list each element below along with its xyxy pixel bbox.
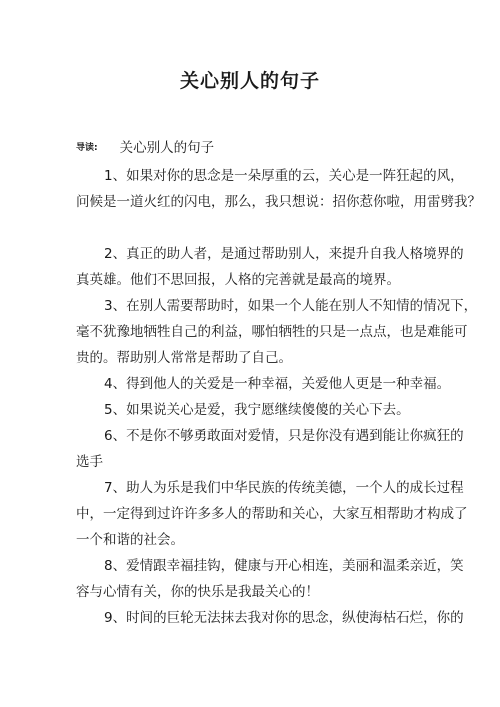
- paragraph-line: 容与心情有关，你的快乐是我最关心的！: [76, 584, 319, 600]
- paragraph-line: 3、在别人需要帮助时，如果一个人能在别人不知情的情况下，: [104, 298, 478, 314]
- paragraph-line: 8、爱情跟幸福挂钩，健康与开心相连，美丽和温柔亲近，笑: [104, 558, 464, 574]
- paragraph-line: 1、如果对你的思念是一朵厚重的云，关心是一阵狂起的风，: [104, 168, 464, 184]
- paragraph-line: 中，一定得到过许许多多人的帮助和关心，大家互相帮助才构成了: [76, 506, 468, 522]
- paragraph-line: 2、真正的助人者，是通过帮助别人，来提升自我人格境界的: [104, 246, 464, 262]
- lead-text: 关心别人的句子: [119, 140, 215, 156]
- paragraph-line: 选手: [76, 454, 103, 470]
- page-title: 关心别人的句子: [179, 70, 320, 92]
- paragraph-line: 9、时间的巨轮无法抹去我对你的思念，纵使海枯石烂，你的: [104, 610, 464, 626]
- paragraph-line: 4、得到他人的关爱是一种幸福，关爱他人更是一种幸福。: [104, 376, 451, 392]
- paragraph-line: 6、不是你不够勇敢面对爱情，只是你没有遇到能让你疯狂的: [104, 428, 464, 444]
- paragraph-line: 7、助人为乐是我们中华民族的传统美德，一个人的成长过程: [104, 480, 464, 496]
- paragraph-line: 5、如果说关心是爱，我宁愿继续傻傻的关心下去。: [104, 402, 410, 418]
- paragraph-line: 真英雄。他们不思回报，人格的完善就是最高的境界。: [76, 272, 400, 288]
- paragraph-line: 问候是一道火红的闪电，那么，我只想说：招你惹你啦，用雷劈我？: [76, 194, 481, 210]
- lead-tag: 导读:: [76, 143, 98, 153]
- paragraph-line: 贵的。帮助别人常常是帮助了自己。: [76, 350, 292, 366]
- paragraph-line: 毫不犹豫地牺牲自己的利益，哪怕牺牲的只是一点点，也是难能可: [76, 324, 468, 340]
- lead-line: [76, 136, 214, 156]
- paragraph-line: 一个和谐的社会。: [76, 532, 184, 548]
